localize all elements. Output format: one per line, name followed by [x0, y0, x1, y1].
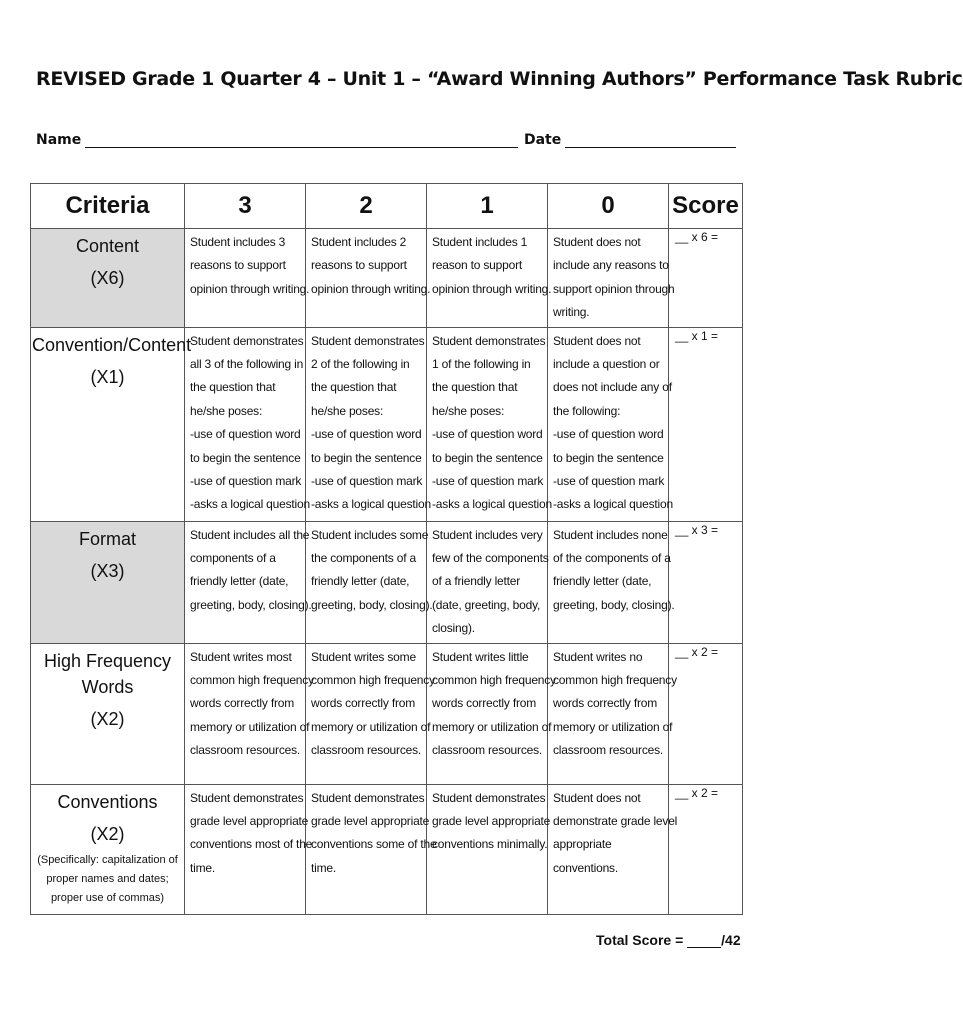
descriptor-line: Student includes all the — [190, 527, 310, 542]
descriptor-line: Student does not — [553, 235, 641, 249]
descriptor-line: Student demonstrates — [311, 333, 425, 348]
descriptor-line: reason to support — [432, 258, 522, 273]
descriptor-cell — [185, 784, 313, 914]
criteria-name: Content — [75, 236, 140, 256]
descriptor-line: classroom resources. — [553, 743, 664, 758]
criteria-multiplier: (X3) — [90, 560, 125, 581]
descriptor-line: does not include any of — [553, 380, 672, 395]
total-label: Total Score = — [596, 932, 684, 948]
descriptor-line: -asks a logical question — [311, 497, 431, 512]
descriptor-cell — [548, 643, 677, 784]
criteria-multiplier: (X6) — [90, 268, 125, 288]
descriptor-line: Student includes none — [553, 527, 668, 542]
descriptor-line: words correctly from — [190, 696, 295, 711]
descriptor-cell — [427, 521, 548, 643]
descriptor-cell — [427, 327, 552, 521]
descriptor-line: time. — [190, 860, 216, 875]
header-score-3: 3 — [185, 184, 306, 229]
descriptor-line: memory or utilization of — [190, 719, 310, 734]
descriptor-line: memory or utilization of — [432, 719, 552, 734]
descriptor-line: Student demonstrates — [432, 333, 546, 348]
descriptor-line: reasons to support — [190, 258, 286, 273]
descriptor-cell — [185, 643, 314, 784]
header-score-2: 2 — [306, 184, 427, 229]
descriptor-line: greeting, body, closing). — [190, 597, 312, 612]
descriptor-line: memory or utilization of — [553, 719, 673, 734]
criteria-multiplier: (X2) — [90, 708, 125, 729]
descriptor-line: words correctly from — [311, 696, 416, 711]
descriptor-line: -use of question word — [190, 427, 301, 442]
descriptor-line: -use of question word — [553, 427, 664, 442]
descriptor-line: friendly letter (date, — [311, 574, 410, 589]
rubric-row — [31, 229, 743, 328]
descriptor-line: conventions minimally. — [432, 837, 548, 852]
descriptor-line: 2 of the following in — [311, 357, 410, 372]
descriptor-line: to begin the sentence — [553, 450, 664, 465]
descriptor-line: -use of question mark — [553, 474, 665, 489]
descriptor-line: opinion through writing. — [432, 281, 552, 296]
descriptor-line: greeting, body, closing). — [311, 597, 433, 612]
descriptor-line: writing. — [553, 305, 590, 320]
descriptor-line: Student writes little — [432, 649, 529, 664]
descriptor-line: reasons to support — [311, 258, 407, 273]
criteria-multiplier: (X2) — [90, 823, 125, 844]
criteria-note: (Specifically: capitalization of proper names and dates; proper use of commas) — [37, 853, 178, 904]
total-max: /42 — [721, 932, 741, 948]
descriptor-cell — [185, 229, 310, 328]
score-cell[interactable]: __ x 3 = — [669, 521, 743, 643]
descriptor-line: common high frequency — [190, 673, 314, 688]
descriptor-line: he/she poses: — [432, 403, 505, 418]
descriptor-line: Student does not — [553, 790, 641, 805]
descriptor-line: grade level appropriate — [190, 814, 309, 829]
descriptor-line: to begin the sentence — [432, 450, 543, 465]
descriptor-line: appropriate — [553, 837, 612, 852]
descriptor-line: to begin the sentence — [311, 450, 422, 465]
descriptor-line: Student demonstrates — [190, 790, 304, 805]
descriptor-line: time. — [311, 860, 337, 875]
descriptor-line: Student demonstrates — [190, 333, 304, 348]
descriptor-line: Student includes 3 — [190, 235, 286, 249]
descriptor-line: components of a — [190, 551, 276, 566]
descriptor-cell — [185, 327, 310, 521]
descriptor-line: of a friendly letter — [432, 574, 521, 589]
header-criteria: Criteria — [31, 184, 185, 229]
descriptor-cell — [306, 784, 437, 914]
name-field[interactable] — [85, 133, 518, 148]
descriptor-line: -asks a logical question — [190, 497, 310, 512]
descriptor-line: grade level appropriate — [432, 814, 551, 829]
descriptor-cell — [427, 229, 552, 328]
descriptor-line: all 3 of the following in — [190, 357, 304, 372]
descriptor-line: -use of question mark — [432, 474, 544, 489]
descriptor-line: -use of question mark — [311, 474, 423, 489]
descriptor-line: he/she poses: — [311, 403, 384, 418]
descriptor-line: Student writes most — [190, 649, 292, 664]
descriptor-cell — [548, 327, 673, 521]
descriptor-line: conventions most of the — [190, 837, 313, 852]
descriptor-line: Student includes very — [432, 527, 543, 542]
name-date-row — [36, 132, 736, 148]
descriptor-line: common high frequency — [553, 673, 677, 688]
descriptor-line: few of the components — [432, 551, 549, 566]
descriptor-line: closing). — [432, 621, 475, 636]
criteria-name: Format — [78, 528, 136, 549]
descriptor-line: Student includes 1 — [432, 235, 528, 249]
descriptor-line: conventions some of the — [311, 837, 437, 852]
descriptor-line: -use of question mark — [190, 474, 302, 489]
descriptor-cell — [306, 229, 431, 328]
criteria-cell — [31, 229, 185, 328]
descriptor-cell — [185, 521, 312, 643]
descriptor-line: -asks a logical question — [553, 497, 673, 512]
descriptor-cell — [306, 521, 433, 643]
score-cell[interactable]: __ x 2 = — [669, 784, 743, 914]
descriptor-line: classroom resources. — [432, 743, 543, 758]
criteria-cell — [31, 327, 192, 521]
criteria-cell — [31, 643, 185, 784]
descriptor-line: to begin the sentence — [190, 450, 301, 465]
descriptor-line: memory or utilization of — [311, 719, 431, 734]
descriptor-line: grade level appropriate — [311, 814, 430, 829]
descriptor-line: the question that — [432, 380, 518, 395]
descriptor-line: 1 of the following in — [432, 357, 531, 372]
descriptor-line: greeting, body, closing). — [553, 597, 675, 612]
descriptor-line: -use of question word — [432, 427, 543, 442]
criteria-cell — [31, 784, 185, 914]
name-label: Name — [36, 132, 82, 148]
descriptor-line: common high frequency — [311, 673, 435, 688]
rubric-row — [31, 784, 743, 914]
descriptor-line: Student writes no — [553, 649, 643, 664]
descriptor-line: Student writes some — [311, 649, 416, 664]
score-cell[interactable]: __ x 2 = — [669, 643, 743, 784]
descriptor-line: friendly letter (date, — [190, 574, 289, 589]
header-row — [31, 184, 743, 229]
criteria-cell — [31, 521, 185, 643]
total-score — [596, 932, 741, 948]
descriptor-cell — [548, 521, 675, 643]
descriptor-line: the following: — [553, 403, 621, 418]
descriptor-cell — [306, 327, 431, 521]
page-title: REVISED Grade 1 Quarter 4 – Unit 1 – “Award Winning Authors” Performance Task Rubric — [36, 68, 963, 90]
descriptor-line: Student does not — [553, 333, 641, 348]
date-label: Date — [523, 132, 562, 148]
descriptor-line: the question that — [311, 380, 397, 395]
rubric-row — [31, 643, 743, 784]
descriptor-line: words correctly from — [553, 696, 658, 711]
score-cell[interactable]: __ x 1 = — [669, 327, 743, 521]
date-field[interactable] — [565, 133, 736, 148]
criteria-name: Convention/Content — [32, 334, 192, 355]
descriptor-line: the components of a — [311, 551, 416, 566]
rubric-row — [31, 327, 743, 521]
descriptor-line: include any reasons to — [553, 258, 669, 273]
descriptor-line: -asks a logical question — [432, 497, 552, 512]
descriptor-line: classroom resources. — [311, 743, 422, 758]
descriptor-line: -use of question word — [311, 427, 422, 442]
descriptor-line: support opinion through — [553, 281, 675, 296]
descriptor-line: Student includes 2 — [311, 235, 407, 249]
descriptor-cell — [306, 643, 435, 784]
descriptor-line: the question that — [190, 380, 276, 395]
descriptor-line: demonstrate grade level — [553, 814, 678, 829]
descriptor-line: Student demonstrates — [432, 790, 546, 805]
header-score-0: 0 — [548, 184, 669, 229]
header-score-1: 1 — [427, 184, 548, 229]
descriptor-line: Student demonstrates — [311, 790, 425, 805]
criteria-name: High Frequency Words — [43, 650, 172, 697]
descriptor-line: friendly letter (date, — [553, 574, 652, 589]
descriptor-cell — [427, 643, 556, 784]
descriptor-cell — [548, 784, 678, 914]
descriptor-line: opinion through writing. — [190, 281, 310, 296]
descriptor-line: conventions. — [553, 860, 618, 875]
criteria-multiplier: (X1) — [90, 366, 125, 387]
descriptor-cell — [548, 229, 675, 328]
descriptor-line: include a question or — [553, 357, 660, 372]
descriptor-line: (date, greeting, body, — [432, 597, 541, 612]
descriptor-line: common high frequency — [432, 673, 556, 688]
header-score: Score — [669, 184, 743, 229]
descriptor-line: of the components of a — [553, 551, 671, 566]
rubric-row — [31, 521, 743, 643]
score-cell[interactable]: __ x 6 = — [669, 229, 743, 328]
descriptor-cell — [427, 784, 551, 914]
descriptor-line: Student includes some — [311, 527, 429, 542]
descriptor-line: classroom resources. — [190, 743, 301, 758]
total-blank[interactable] — [687, 933, 721, 948]
rubric-table — [30, 183, 743, 915]
descriptor-line: words correctly from — [432, 696, 537, 711]
criteria-name: Conventions — [57, 791, 158, 812]
descriptor-line: opinion through writing. — [311, 281, 431, 296]
descriptor-line: he/she poses: — [190, 403, 263, 418]
